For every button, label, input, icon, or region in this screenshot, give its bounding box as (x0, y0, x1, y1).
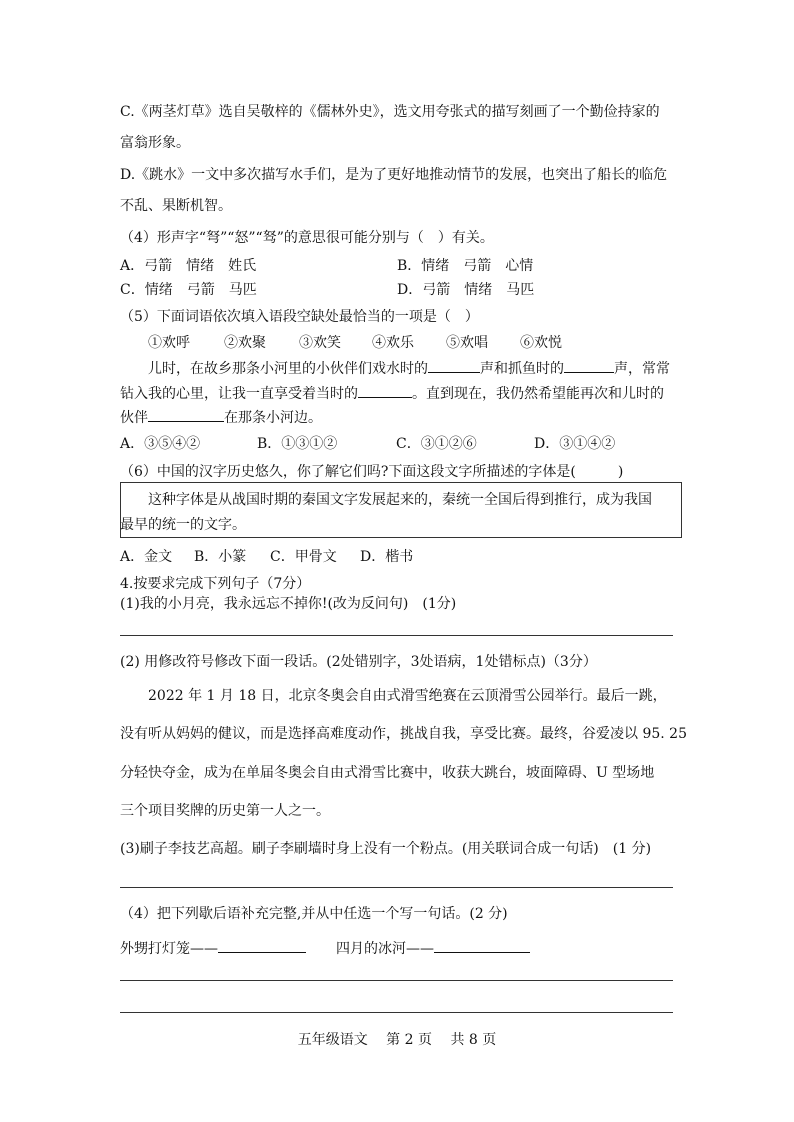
q5-passage-line3: 伙伴 在那条小河边。 (120, 407, 322, 427)
section4-title: 4.按要求完成下列句子（7分） (120, 576, 311, 592)
q5-blank-4[interactable] (148, 407, 224, 422)
q5-option-a: A．③⑤④② (120, 436, 201, 452)
q5-passage-line2: 钻入我的心里，让我一直享受着当时的 。直到现在，我仍然希望能再次和儿时的 (120, 383, 664, 403)
q5-word-3: ③欢笑 (299, 335, 341, 351)
s4-sub3: (3)刷子李技艺高超。刷子李刷墙时身上没有一个粉点。(用关联词合成一句话) (1 分) (120, 841, 652, 857)
xiehouyu-2: 四月的冰河—— (336, 941, 434, 957)
q5-option-c: C．③①②⑥ (396, 436, 477, 452)
xiehouyu-1: 外甥打灯笼—— (120, 941, 218, 957)
q4-option-a: A．弓箭 情绪 姓氏 (120, 258, 257, 274)
answer-line-1[interactable] (120, 635, 673, 636)
item-d-line1: D.《跳水》一文中多次描写水手们，是为了更好地推动情节的发展，也突出了船长的临危 (120, 167, 668, 183)
q5-stem: （5）下面词语依次填入语段空缺处最恰当的一项是（ ） (120, 309, 479, 325)
item-c-line1: C.《两茎灯草》选自吴敬梓的《儒林外史》，选文用夸张式的描写刻画了一个勤俭持家的 (120, 104, 660, 120)
s4-para-line3: 分轻快夺金，成为在单届冬奥会自由式滑雪比赛中，收获大跳台，坡面障碍、U 型场地 (120, 765, 655, 781)
q5-option-b: B．①③①② (257, 436, 338, 452)
xiehouyu-blank-2[interactable] (434, 938, 530, 953)
item-c-line2: 富翁形象。 (120, 135, 190, 151)
q5-option-d: D．③①④② (534, 436, 616, 452)
q6-option-b: B．小篆 (194, 549, 247, 565)
xiehouyu-blank-1[interactable] (218, 938, 306, 953)
q5-word-5: ⑤欢唱 (446, 335, 488, 351)
s4-para-line2: 没有听从妈妈的健议，而是选择高难度动作，挑战自我，享受比赛。最终，谷爱凌以 95. 25 (120, 726, 687, 742)
q5-passage-line1: 儿时，在故乡那条小河里的小伙伴们戏水时的 声和抓鱼时的 声，常常 (148, 358, 670, 378)
q6-box-line1: 这种字体是从战国时期的秦国文字发展起来的，秦统一全国后得到推行，成为我国 (148, 492, 652, 508)
q6-option-a: A．金文 (120, 549, 173, 565)
q6-stem: （6）中国的汉字历史悠久，你了解它们吗?下面这段文字所描述的字体是( ) (120, 464, 624, 480)
s4-para-line1: 2022 年 1 月 18 日，北京冬奥会自由式滑雪绝赛在云顶滑雪公园举行。最后一跳， (148, 688, 667, 704)
answer-line-3[interactable] (120, 980, 673, 981)
q4-option-d: D．弓箭 情绪 马匹 (397, 282, 535, 298)
q4-stem: （4）形声字“弩”“怒”“驽”的意思很可能分别与（ ）有关。 (120, 230, 494, 246)
q4-option-c: C．情绪 弓箭 马匹 (120, 282, 257, 298)
s4-sub4: （4）把下列歇后语补充完整,并从中任选一个写一句话。(2 分) (120, 906, 508, 922)
q4-option-b: B．情绪 弓箭 心情 (397, 258, 534, 274)
page-footer: 五年级语文 第 2 页 共 8 页 (297, 1032, 497, 1048)
item-d-line2: 不乱、果断机智。 (120, 198, 232, 214)
s4-sub1: (1)我的小月亮，我永远忘不掉你!(改为反问句) (1分) (120, 596, 457, 612)
s4-sub2: (2) 用修改符号修改下面一段话。(2处错别字，3处语病，1处错标点)（3分） (120, 654, 597, 670)
q5-blank-3[interactable] (358, 383, 412, 398)
answer-line-4[interactable] (120, 1012, 673, 1013)
q6-option-d: D．楷书 (360, 549, 414, 565)
xiehouyu-row (120, 938, 530, 958)
q5-word-6: ⑥欢悦 (520, 335, 562, 351)
q6-option-c: C．甲骨文 (270, 549, 337, 565)
q6-box-line2: 最早的统一的文字。 (120, 517, 246, 533)
q5-word-4: ④欢乐 (372, 335, 414, 351)
q5-blank-1[interactable] (428, 358, 480, 373)
q5-word-2: ②欢聚 (224, 335, 266, 351)
q5-blank-2[interactable] (564, 358, 614, 373)
s4-para-line4: 三个项目奖牌的历史第一人之一。 (120, 803, 330, 819)
answer-line-2[interactable] (120, 887, 673, 888)
q5-word-1: ①欢呼 (148, 335, 190, 351)
